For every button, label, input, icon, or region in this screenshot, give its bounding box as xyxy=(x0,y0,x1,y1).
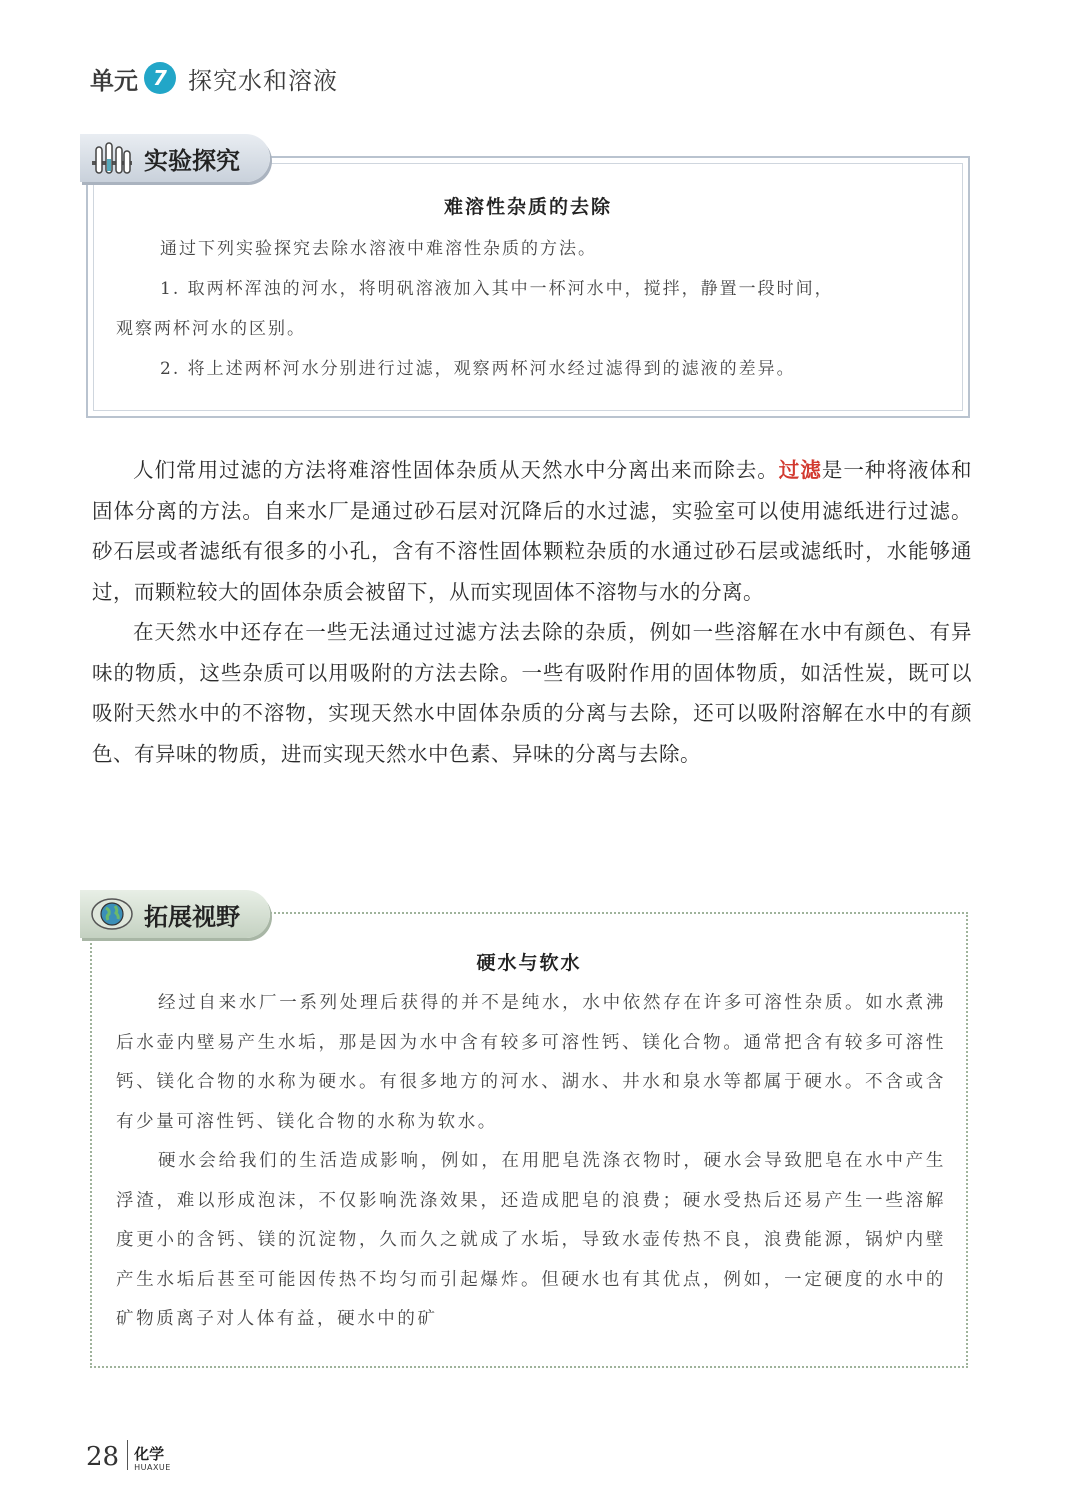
body-paragraph-1 xyxy=(92,450,972,612)
extension-body xyxy=(116,984,946,1340)
page-number: 28 xyxy=(86,1442,120,1472)
body-paragraph-2: 在天然水中还存在一些无法通过过滤方法去除的杂质，例如一些溶解在水中有颜色、有异味的物质，这些杂质可以用吸附的方法去除。一些有吸附作用的固体物质，如活性炭，既可以吸附天然水中的不溶物，实现天然水中固体杂质的分离与去除，还可以吸附溶解在水中的有颜色、有异味的物质，进而实现天然水中色素、异味的分离与去除。 xyxy=(92,620,972,766)
extension-tab-label: 拓展视野 xyxy=(144,902,240,931)
subject-pinyin: HUAXUE xyxy=(134,1463,171,1472)
main-body xyxy=(92,450,972,774)
experiment-step1-line2: 观察两杯河水的区别。 xyxy=(116,319,306,339)
subject-label xyxy=(134,1447,171,1472)
subject-name: 化学 xyxy=(134,1445,165,1463)
keyword-filtration: 过滤 xyxy=(778,458,822,482)
experiment-box xyxy=(86,156,970,418)
experiment-title: 难溶性杂质的去除 xyxy=(443,196,612,218)
experiment-intro: 通过下列实验探究去除水溶液中难溶性杂质的方法。 xyxy=(160,239,597,259)
experiment-step2: 2. 将上述两杯河水分别进行过滤，观察两杯河水经过滤得到的滤液的差异。 xyxy=(160,359,796,379)
extension-tab xyxy=(80,890,270,938)
unit-title: 探究水和溶液 xyxy=(188,66,338,95)
unit-header xyxy=(90,58,338,98)
globe-icon xyxy=(90,895,134,933)
body-p1-before: 人们常用过滤的方法将难溶性固体杂质从天然水中分离出来而除去。 xyxy=(133,458,779,482)
unit-word: 单元 xyxy=(90,66,138,95)
test-tubes-icon xyxy=(90,139,134,177)
footer-divider xyxy=(127,1440,128,1470)
experiment-tab xyxy=(80,134,270,182)
body-p1-after: 是一种将液体和固体分离的方法。自来水厂是通过砂石层对沉降后的水过滤，实验室可以使用滤纸进行过滤。砂石层或者滤纸有很多的小孔，含有不溶性固体颗粒杂质的水通过砂石层或滤纸时，水能够通过，而颗粒较大的固体杂质会被留下，从而实现固体不溶物与水的分离。 xyxy=(92,458,973,604)
page-footer xyxy=(86,1440,171,1472)
experiment-step1-line1: 1. 取两杯浑浊的河水，将明矾溶液加入其中一杯河水中，搅拌，静置一段时间， xyxy=(160,279,834,299)
extension-paragraph-2: 硬水会给我们的生活造成影响，例如，在用肥皂洗涤衣物时，硬水会导致肥皂在水中产生浮渣，难以形成泡沫，不仅影响洗涤效果，还造成肥皂的浪费；硬水受热后还易产生一些溶解度更小的含钙、镁的沉淀物，久而久之就成了水垢，导致水壶传热不良，浪费能源，锅炉内壁产生水垢后甚至可能因传热不均匀而引起爆炸。但硬水也有其优点，例如，一定硬度的水中的矿物质离子对人体有益，硬水中的矿 xyxy=(116,1151,946,1329)
extension-title: 硬水与软水 xyxy=(476,952,582,974)
unit-number-badge: 7 xyxy=(144,62,176,94)
extension-paragraph-1: 经过自来水厂一系列处理后获得的并不是纯水，水中依然存在许多可溶性杂质。如水煮沸后水壶内壁易产生水垢，那是因为水中含有较多可溶性钙、镁化合物。通常把含有较多可溶性钙、镁化合物的水称为硬水。有很多地方的河水、湖水、井水和泉水等都属于硬水。不含或含有少量可溶性钙、镁化合物的水称为软水。 xyxy=(116,993,946,1132)
experiment-tab-label: 实验探究 xyxy=(144,146,240,175)
